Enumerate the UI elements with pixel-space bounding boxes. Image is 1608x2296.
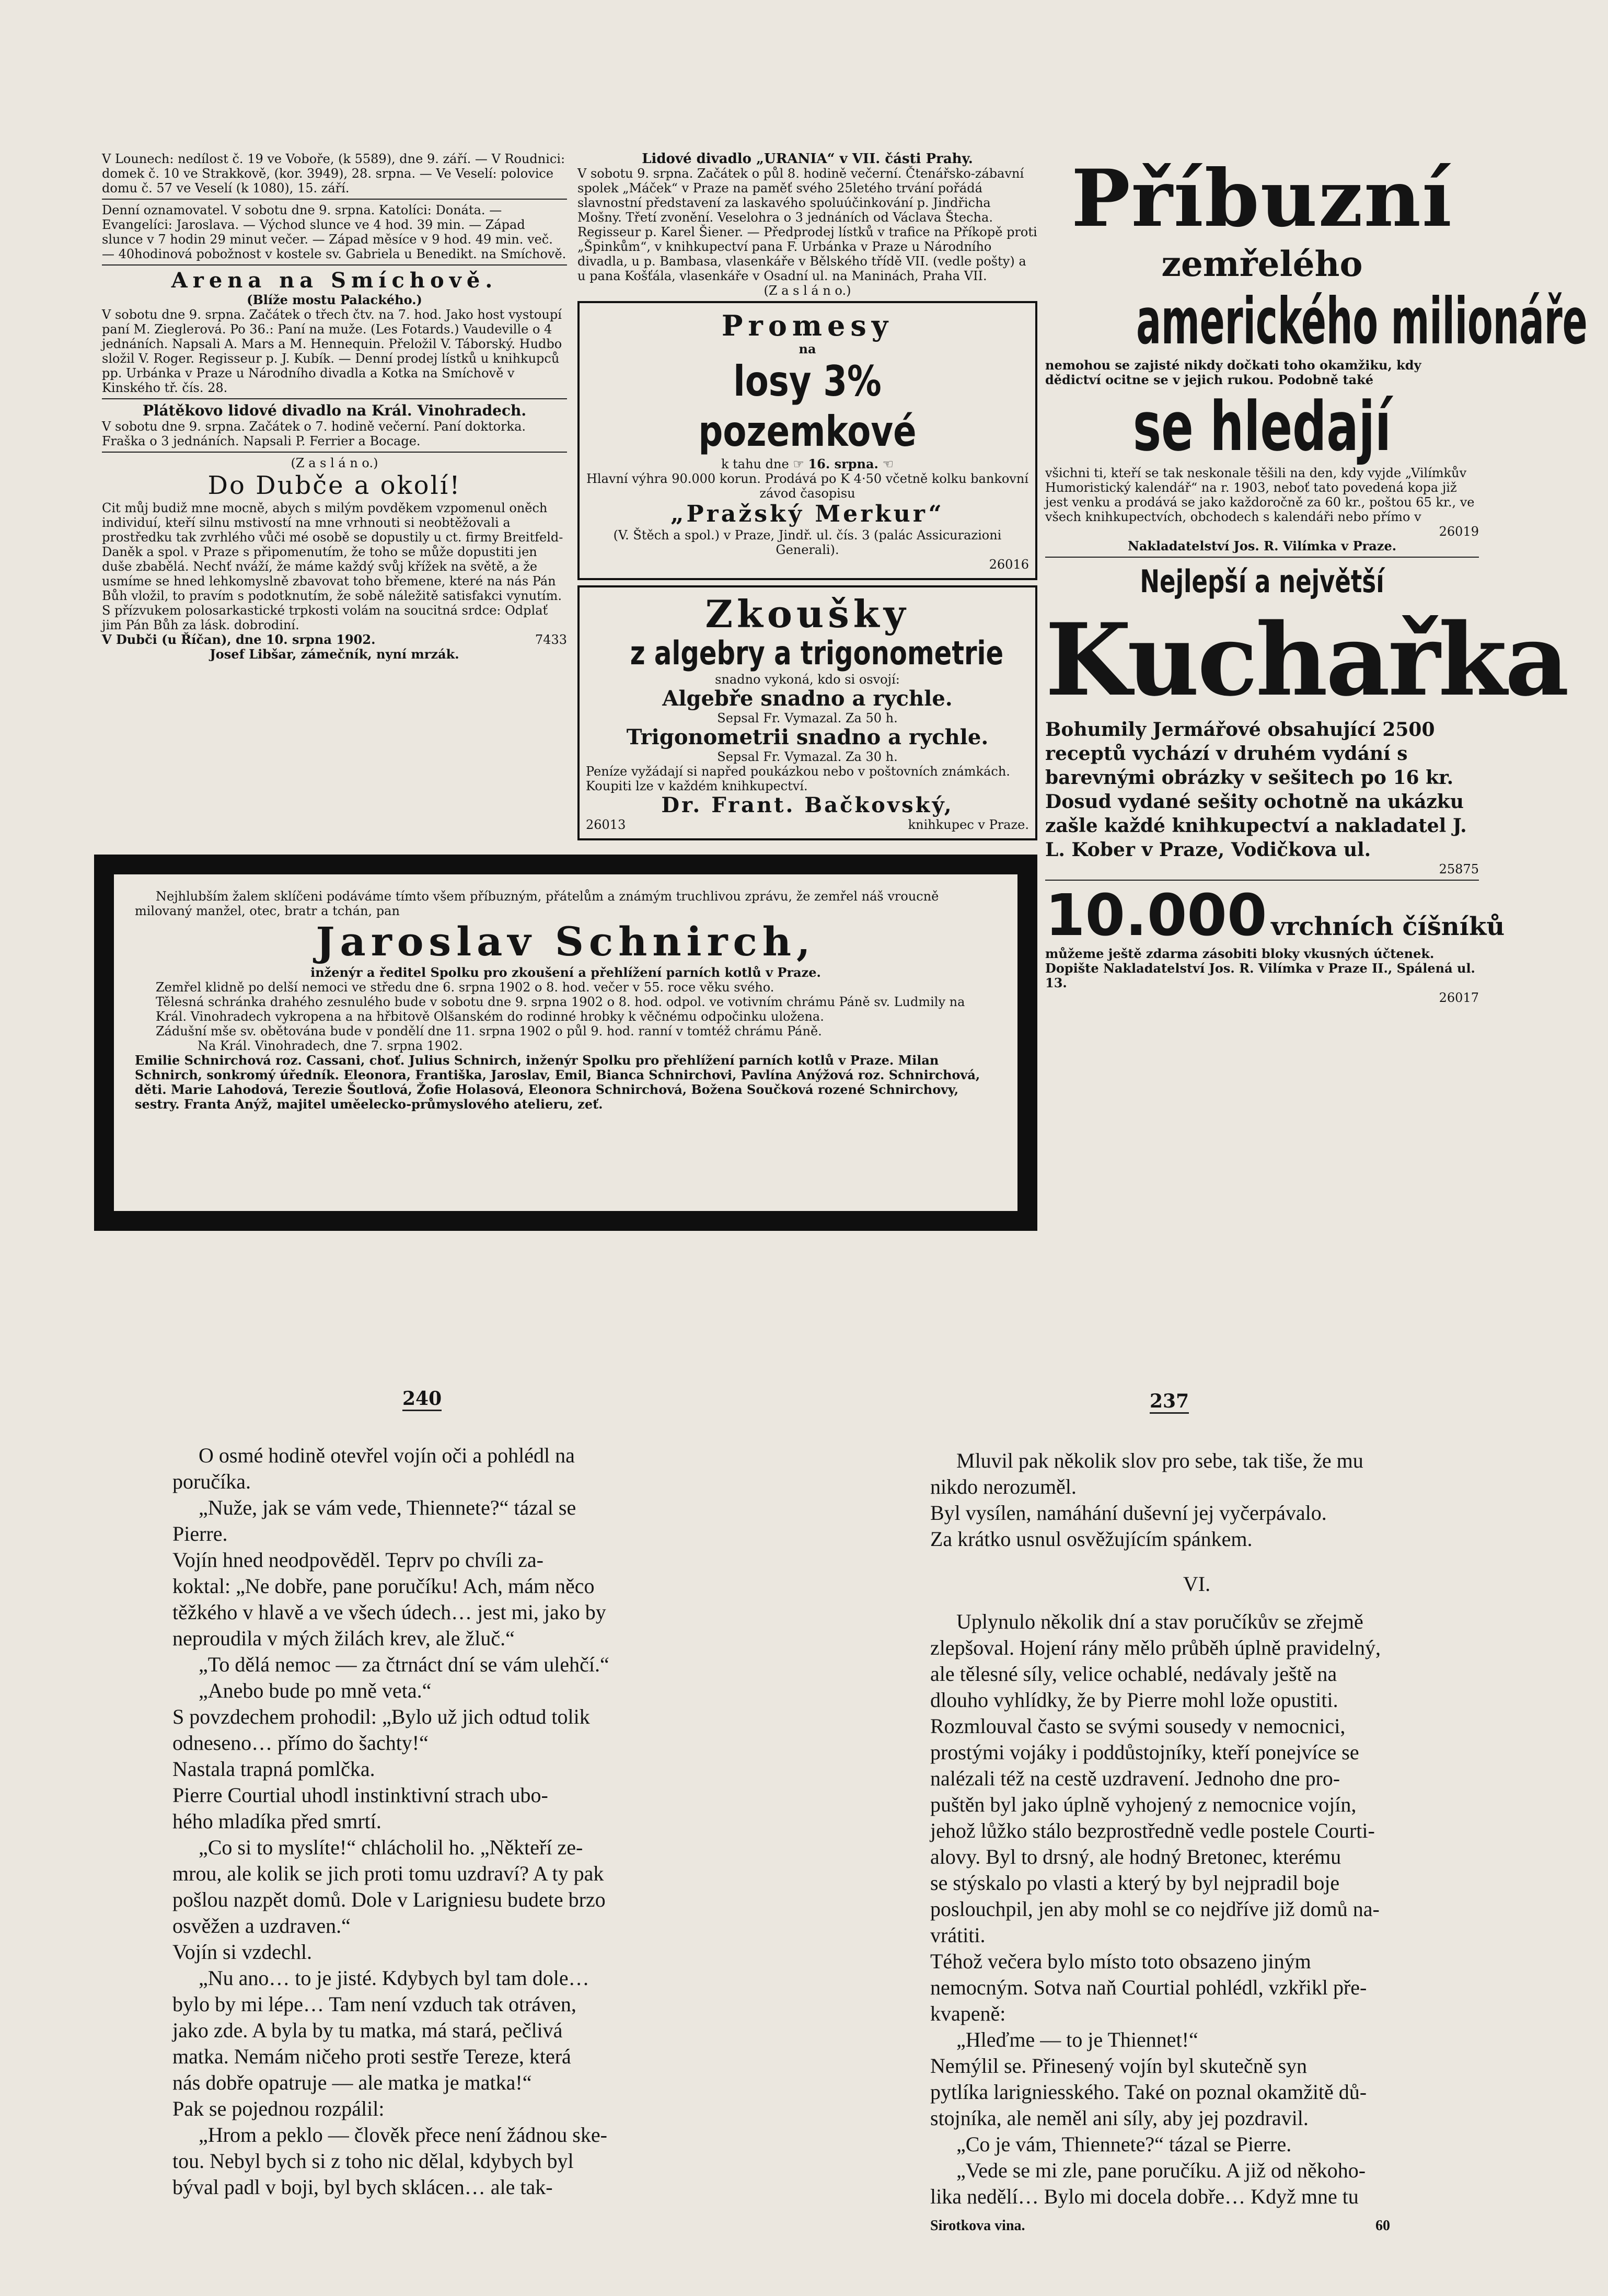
pribuzni-body: nemohou se zajisté nikdy dočkati toho okamžiku, kdy dědictví ocitne se v jejich rukou. Podobně také [1045, 357, 1426, 387]
divider [102, 199, 567, 200]
text-line: ale tělesné síly, velice ochablé, nedávaly ještě na [930, 1662, 1337, 1686]
text-line: se stýskalo po vlasti a který by byl nejpradil boje [930, 1871, 1340, 1895]
dubce-text: Cit můj budiž mne mocně, abych s milým povděkem vzpomenul oněch individuí, kteří silnu mstivostí na mne vrhnouti si neobtěžovali a prostředku tak zvrhlého vůči mé osobě se dopustily u ct. firmy Breitfeld-Daněk a spol. v Praze s připomenutím, že toho se může dopustiti jen duše zbabělá. Nechť nváží, že máme každý svůj křížek na světě, a že usmíme se hned lehkomyslně zbavovat toho břemene, které na nás Pán Bůh vložil, to pravím s podotknutím, že sobě náležitě satisfakci vynutím. [102, 501, 563, 603]
trigonometry-book: Trigonometrii snadno a rychle. [626, 725, 989, 749]
text-line: „Hrom a peklo — člověk přece není žádnou ske- [199, 2123, 607, 2147]
algebra-book: Algebře snadno a rychle. [662, 686, 953, 711]
text-line: „Anebo bude po mně veta.“ [199, 1679, 432, 1702]
promesy-title: Promesy [721, 309, 894, 342]
dubce-text-2: S přízvukem polosarkastické trpkosti volám na soucitná srdce: Odplať jim Pán Bůh za lásk. dobrodiní. [102, 603, 552, 632]
text-line: mrou, ale kolik se jich proti tomu uzdraví? A ty pak [172, 1862, 604, 1885]
daily-calendar: Denní oznamovatel. V sobotu dne 9. srpna. Katolíci: Donáta. — Evangelíci: Jaroslava. — Východ slunce ve 4 hod. 39 min. — Západ slunce v 7 hodin 29 minut večer. — Západ měsíce v 9 hod. 49 min. več. — 40hodinová pobožnost v kostele sv. Gabriela u Benedikt. na Smíchově. [102, 203, 566, 261]
theatre-text: V sobotu dne 9. srpna. Začátek o 7. hodině večerní. Paní doktorka. Fraška o 3 jednáních. Napsali P. Ferrier a Bocage. [102, 419, 530, 448]
kucharka-title: Kuchařka [1045, 602, 1567, 718]
book-lines-left [172, 1443, 705, 2200]
text-line: vrátiti. [930, 1923, 986, 1947]
publisher-meta: knihkupec v Praze. [908, 817, 1029, 832]
divider [102, 452, 567, 453]
text-line: matka. Nemám ničeho proti sestře Tereze, která [172, 2045, 571, 2068]
promesy-draw-date: 16. srpna. [808, 456, 878, 471]
urania-title: Lidové divadlo „URANIA“ v VII. části Prahy. [642, 151, 973, 167]
promesy-na: na [799, 341, 816, 356]
calendar-body: všichni ti, kteří se tak neskonale těšili na den, kdy vyjde „Vilímkův Humoristický kalendář“ na r. 1903, neboť tato povedená kopa již jest venku a prodává se jako každoročně za 60 kr., poštou 65 kr., ve všech knihkupectvích, obchodech s kalendáři nebo přímo v [1045, 466, 1479, 524]
dubce-title: Do Dubče a okolí! [207, 471, 461, 500]
text-line: O osmé hodině otevřel vojín oči a pohlédl na [199, 1444, 575, 1467]
text-line: tou. Nebyl bych si z toho nic dělal, kdybych byl [172, 2149, 574, 2173]
text-line: Mluvil pak několik slov pro sebe, tak tiše, že mu [956, 1449, 1363, 1472]
text-line: Pierre. [172, 1522, 228, 1545]
zkousky-ref-number: 26013 [586, 817, 626, 832]
promesy-ad [577, 301, 1037, 580]
text-line: kvapeně: [930, 2002, 1006, 2025]
book-footer [930, 2213, 1463, 2239]
book-page-number-right: 237 [1150, 1390, 1189, 1414]
calendar-ref-number: 26019 [1439, 524, 1479, 539]
divider [102, 264, 567, 266]
pointing-hand-icon: ☞ [793, 457, 804, 471]
promesy-draw-label: k tahu dne [721, 457, 789, 471]
book-page-right [930, 1448, 1463, 2239]
publisher-row [586, 817, 1029, 832]
obituary-text-1: Zemřel klidně po delší nemoci ve středu dne 6. srpna 1902 o 8. hod. večer v 55. roce věku svého. [156, 980, 774, 995]
text-line: poslouchpil, jen aby mohl se co nejdříve již domů na- [930, 1897, 1380, 1921]
text-line: hého mladíka před smrtí. [172, 1809, 381, 1833]
promesy-prize: Hlavní výhra 90.000 korun. Prodává po K 4·50 včetně kolku bankovní závod časopisu [586, 471, 1033, 501]
obituary-mourners: Emilie Schnirchová roz. Cassani, choť. Julius Schnirch, inženýr Spolku pro přehlížení parních kotlů v Praze. Milan Schnirch, sonkromý úředník. Eleonora, Františka, Jaroslav, Emil, Bianca Schnirchovi, Pavlína Anýžová roz. Schnirchová, děti. Marie Lahodová, Terezie Šoutlová, Žofie Holasová, Eleonora Schnirchová, Božena Součková rozené Schnirchovy, sestry. Franta Anýž, majitel uměelecko-průmyslového atelieru, zeť. [135, 1053, 985, 1112]
text-line: osvěžen a uzdraven.“ [172, 1914, 351, 1937]
text-line: jehož lůžko stálo bezprostředně vedle postele Courti- [930, 1819, 1375, 1842]
zkousky-order: Peníze vyžádají si napřed poukázkou nebo v poštovních známkách. Koupiti lze v každém knihkupectví. [586, 764, 1014, 793]
text-line: neproudila v mých žilách krev, ale žluč.“ [172, 1626, 515, 1650]
text-line: nemocným. Sotva naň Courtial pohlédl, vzkřikl pře- [930, 1976, 1367, 1999]
right-column [1045, 153, 1588, 1005]
kucharka-ref-number: 25875 [1439, 862, 1479, 876]
text-line: Nastala trapná pomlčka. [172, 1757, 375, 1781]
text-line: odneseno… přímo do šachty!“ [172, 1731, 429, 1755]
text-line: „Co si to myslíte!“ chlácholil ho. „Někteří ze- [199, 1836, 583, 1859]
promesy-headline: losy 3% pozemkové [698, 357, 917, 456]
text-line: puštěn byl jako úplně vyhojený z nemocnice vojín, [930, 1793, 1357, 1816]
left-column [102, 152, 567, 662]
text-line: „Nuže, jak se vám vede, Thiennete?“ tázal se [199, 1496, 576, 1519]
trigonometry-book-meta: Sepsal Fr. Vymazal. Za 30 h. [717, 749, 898, 764]
obituary-title: inženýr a ředitel Spolku pro zkoušení a přehlížení parních kotlů v Praze. [310, 965, 821, 980]
text-line: stojníka, ale neměl ani síly, aby jej pozdravil. [930, 2106, 1309, 2130]
text-line: Uplynulo několik dní a stav poručíkův se zřejmě [956, 1610, 1363, 1633]
text-line: dlouho vyhlídky, že by Pierre mohl lože opustiti. [930, 1688, 1338, 1712]
text-line: S povzdechem prohodil: „Bylo už jich odtud tolik [172, 1705, 590, 1728]
obituary-text-3: Zádušní mše sv. obětována bude v pondělí dne 11. srpna 1902 o půl 9. hod. ranní v tomtéž chrámu Páně. [156, 1024, 822, 1039]
dubce-sign-row [102, 632, 567, 647]
merkur-address: (V. Štěch a spol.) v Praze, Jindř. ul. čís. 3 (palác Assicurazioni Generali). [613, 528, 1005, 557]
text-line: poručíka. [172, 1470, 251, 1493]
cisniku-headline [1045, 882, 1505, 949]
text-line: býval padl v boji, byl bych sklácen… ale tak- [172, 2175, 553, 2199]
text-line: nás dobře opatruje — ale matka je matka!“ [172, 2071, 532, 2094]
text-line: Vojín hned neodpověděl. Teprv po chvíli za- [172, 1548, 543, 1572]
publisher-vilimek: Nakladatelství Jos. R. Vilímka v Praze. [1127, 538, 1397, 553]
text-line: Pierre Courtial uhodl instinktivní strach ubo- [172, 1783, 548, 1807]
text-line: „Co je vám, Thiennete?“ tázal se Pierre. [956, 2132, 1292, 2156]
kucharka-text: Bohumily Jermářové obsahující 2500 receptů vychází v druhém vydání s barevnými obrázky v sešitech po 16 kr. Dosud vydané sešity ochotně na ukázku zašle každé knihkupectví a nakladatel J. L. Kober v Praze, Vodičkova ul. [1045, 719, 1474, 861]
merkur-title: „Pražský Merkur“ [670, 501, 944, 527]
merkur-ref-number: 26016 [989, 557, 1029, 572]
text-line: nikdo nerozuměl. [930, 1475, 1077, 1498]
book-lines-right-top [930, 1448, 1463, 1552]
obituary-intro: Nejhlubším žalem sklíčeni podáváme tímto všem příbuzným, přátelům a známým truchlivou zprávu, že zemřel náš vroucně milovaný manžel, otec, bratr a tchán, pan [135, 889, 943, 918]
text-line: Vojín si vzdechl. [172, 1940, 313, 1964]
zkousky-ad [577, 585, 1037, 840]
obituary-name: Jaroslav Schnirch, [316, 918, 816, 965]
publisher-name: Dr. Frant. Bačkovský, [661, 793, 954, 817]
text-line: „Vede se mi zle, pane poručíku. A již od někoho- [956, 2159, 1366, 2182]
dubce-ref-number: 7433 [535, 632, 567, 647]
text-line: nalézali též na cestě uzdravení. Jednoho dne pro- [930, 1767, 1340, 1790]
text-line: lika nedělí… Bylo mi docela dobře… Když mne tu [930, 2185, 1359, 2208]
text-line: „Hleďme — to je Thiennet!“ [956, 2028, 1198, 2051]
text-line: alovy. Byl to drsný, ale hodný Bretonec, kterému [930, 1845, 1341, 1868]
dubce-signature-place: V Dubči (u Říčan), dne 10. srpna 1902. [102, 632, 376, 647]
se-hledaji-title: se hledají [1132, 387, 1392, 466]
text-line: Pak se pojednou rozpálil: [172, 2097, 385, 2120]
promesy-draw-row [586, 457, 1029, 471]
text-line: Téhož večera bylo místo toto obsazeno jiným [930, 1949, 1311, 1973]
algebra-book-meta: Sepsal Fr. Vymazal. Za 50 h. [717, 711, 898, 725]
cisniku-number: 10.000 [1045, 882, 1267, 949]
theatre-title: Plátěkovo lidové divadlo na Král. Vinohradech. [142, 402, 527, 419]
book-footer-number: 60 [1375, 2218, 1390, 2234]
arena-title: Arena na Smíchově. [171, 268, 498, 293]
text-line: „Nu ano… to je jisté. Kdybych byl tam dole… [199, 1966, 589, 1990]
cisniku-ref-number: 26017 [1439, 990, 1479, 1005]
urania-text: V sobotu 9. srpna. Začátek o půl 8. hodině večerní. Čtenářsko-zábavní spolek „Máček“ v Praze na paměť svého 25letého trvání pořádá slavnostní představení za laskavého spoluúčinkování p. Jindřicha Mošny. Třetí zvonění. Veselohra o 3 jednáních od Václava Štecha. Regisseur p. Karel Šiener. — Předprodej lístků v trafice na Příkopě proti „Špinkům“, v knihkupectví pana F. Urbánka v Praze u Národního divadla, u p. Bambasa, vlasenkáře v Bělského třídě VII. (vedle pošty) a u pana Košťála, vlasenkáře v Osadní ul. na Maninách, Praha VII. [577, 166, 1042, 283]
obituary-place-date: Na Král. Vinohradech, dne 7. srpna 1902. [198, 1039, 463, 1053]
pribuzni-title: Příbuzní [1071, 153, 1453, 245]
text-line: jako zde. A byla by tu matka, má stará, pečlivá [172, 2018, 563, 2042]
divider [1045, 557, 1479, 558]
chapter-heading: VI. [1183, 1572, 1211, 1596]
middle-column [577, 151, 1042, 840]
milionare-title: amerického milionáře [1136, 284, 1588, 359]
text-line: Rozmlouval často se svými sousedy v nemocnici, [930, 1714, 1346, 1738]
arena-text: V sobotu dne 9. srpna. Začátek o třech čtv. na 7. hod. Jako host vystoupí paní M. Zieglerová. Po 36.: Paní na muže. (Les Fotards.) Vaudeville o 4 jednáních. Napsali A. Mars a M. Hennequin. Přeložil V. Táborský. Hudbo složil V. Roger. Regisseur p. J. Kubík. — Denní prodej lístků u knihkupců pp. Urbánka v Praze u Národního divadla a Kotka na Smíchově v Kinského tř. čís. 28. [102, 307, 566, 395]
text-line: „To dělá nemoc — za čtrnáct dní se vám ulehčí.“ [199, 1653, 609, 1676]
arena-subtitle: (Blíže mostu Palackého.) [247, 292, 422, 307]
book-lines-right [930, 1609, 1463, 2210]
text-line: pytlíka larigniesského. Také on poznal okamžitě dů- [930, 2080, 1367, 2104]
zemreleho-title: zemřelého [1161, 244, 1363, 284]
pointing-hand-icon: ☜ [882, 457, 894, 471]
auction-notice: V Lounech: nedílost č. 19 ve Voboře, (k 5589), dne 9. září. — V Roudnici: domek č. 10 ve Strakkově, (kor. 3949), 28. srpna. — Ve Veselí: polovice domu č. 57 ve Veselí (k 1080), 15. září. [102, 152, 569, 195]
obituary-notice [94, 855, 1037, 1231]
zkousky-line: snadno vykoná, kdo si osvojí: [715, 672, 900, 687]
book-page-number-left: 240 [402, 1388, 442, 1411]
divider [102, 398, 567, 399]
text-line: prostými vojáky i poddůstojníky, kteří ponejvíce se [930, 1740, 1359, 1764]
divider [1045, 880, 1479, 881]
book-footer-title: Sirotkova vina. [930, 2218, 1025, 2234]
text-line: Nemýlil se. Přinesený vojín byl skutečně syn [930, 2054, 1308, 2078]
text-line: koktal: „Ne dobře, pane poručíku! Ach, mám něco [172, 1574, 595, 1598]
dubce-signature-name: Josef Libšar, zámečník, nyní mrzák. [210, 647, 459, 662]
zkousky-headline: z algebry a trigonometrie [630, 634, 1004, 672]
zaslano-label: (Z a s l á n o.) [763, 283, 851, 298]
nejlepsi-title: Nejlepší a největší [1140, 563, 1384, 600]
text-line: těžkého v hlavě a ve všech údech… jest mi, jako by [172, 1600, 606, 1624]
cisniku-text: vrchních číšníků [1271, 912, 1505, 941]
zaslano-label: (Z a s l á n o.) [291, 456, 378, 470]
text-line: Za krátko usnul osvěžujícím spánkem. [930, 1527, 1253, 1551]
text-line: bylo by mi lépe… Tam není vzduch tak otráven, [172, 1992, 576, 2016]
book-page-left [172, 1443, 705, 2200]
text-line: Byl vysílen, namáhání duševní jej vyčerpávalo. [930, 1501, 1327, 1525]
obituary-text-2: Tělesná schránka drahého zesnulého bude v sobotu dne 9. srpna 1902 o 8. hod. odpol. ve votivním chrámu Páně sv. Ludmily na Král. Vinohradech vykropena a na hřbitově Olšanském do rodinné hrobky k věčnému odpočinku uložena. [156, 995, 969, 1024]
text-line: pošlou nazpět domů. Dole v Larigniesu budete brzo [172, 1888, 606, 1911]
text-line: zlepšoval. Hojení rány mělo průběh úplně pravidelný, [930, 1636, 1381, 1659]
zkousky-title: Zkoušky [705, 592, 910, 636]
cisniku-body: můžeme ještě zdarma zásobiti bloky vkusných účtenek. Dopište Nakladatelství Jos. R. Vilímka v Praze II., Spálená ul. 13. [1045, 946, 1480, 990]
